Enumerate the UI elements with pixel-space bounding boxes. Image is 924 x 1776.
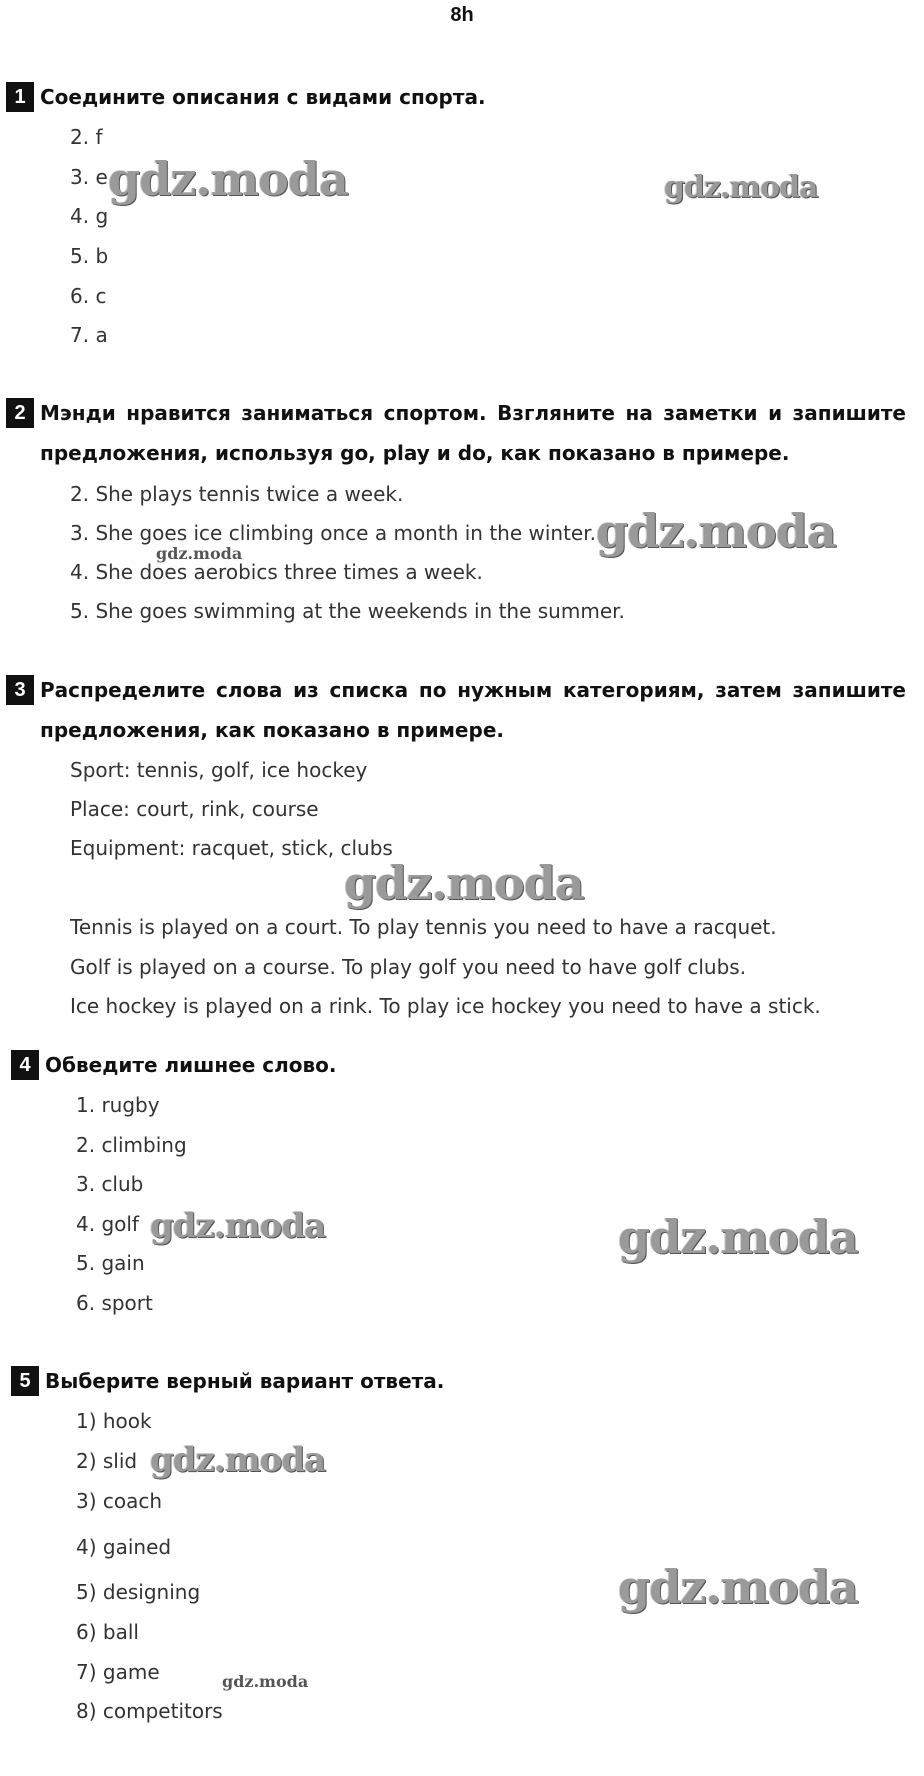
task-instruction: Обведите лишнее слово. [45, 1053, 337, 1077]
watermark-logo: gdz.moda [150, 1440, 326, 1480]
answer-item: 3. e [70, 165, 108, 189]
task-number-badge: 1 [6, 82, 34, 112]
watermark-logo: gdz.moda [664, 170, 818, 205]
answer-item: 6. c [70, 284, 107, 308]
sentence-line: Ice hockey is played on a rink. To play ice hockey you need to have a stick. [70, 994, 821, 1018]
answer-item: 2. She plays tennis twice a week. [70, 482, 404, 506]
sentence-line: Tennis is played on a court. To play tennis you need to have a racquet. [70, 915, 777, 939]
answer-item: 4. g [70, 204, 109, 228]
task-instruction: Выберите верный вариант ответа. [45, 1369, 445, 1393]
watermark-logo: gdz.moda [156, 544, 243, 563]
answer-item: 6. sport [76, 1291, 153, 1315]
answer-item: 4. She does aerobics three times a week. [70, 560, 483, 584]
answer-item: 2. climbing [76, 1133, 187, 1157]
answer-item: 5) designing [76, 1580, 201, 1604]
sentence-line: Golf is played on a course. To play golf you need to have golf clubs. [70, 955, 747, 979]
task-number-badge: 2 [6, 398, 34, 428]
task-instruction: Мэнди нравится заниматься спортом. Взгляните на заметки и запишите предложения, используя go, play и do, как показано в примере. [40, 401, 906, 465]
task-1-header [6, 82, 486, 117]
answer-item: 1. rugby [76, 1093, 160, 1117]
watermark-logo: gdz.moda [108, 152, 348, 206]
answer-item: 8) competitors [76, 1699, 223, 1723]
task-instruction: Распределите слова из списка по нужным категориям, затем запишите предложения, как показано в примере. [40, 678, 906, 742]
task-instruction: Соедините описания с видами спорта. [40, 85, 486, 109]
watermark-logo: gdz.moda [618, 1560, 858, 1614]
answer-item: 7) game [76, 1660, 160, 1684]
page-title: 8h [450, 4, 474, 26]
task-number-badge: 3 [6, 675, 34, 705]
task-number-badge: 5 [11, 1366, 39, 1396]
watermark-logo: gdz.moda [596, 504, 836, 558]
watermark-logo: gdz.moda [150, 1206, 326, 1246]
task-number-badge: 4 [11, 1050, 39, 1080]
task-3-header [6, 675, 906, 750]
category-line: Sport: tennis, golf, ice hockey [70, 758, 368, 782]
answer-item: 3. club [76, 1172, 144, 1196]
task-5-header [11, 1366, 444, 1401]
category-line: Place: court, rink, course [70, 797, 319, 821]
watermark-logo: gdz.moda [618, 1210, 858, 1264]
answer-item: 2. f [70, 125, 103, 149]
answer-item: 5. gain [76, 1251, 145, 1275]
category-line: Equipment: racquet, stick, clubs [70, 836, 393, 860]
answer-item: 4. golf [76, 1212, 139, 1236]
answer-item: 6) ball [76, 1620, 139, 1644]
task-2-header [6, 398, 906, 473]
answer-item: 5. She goes swimming at the weekends in the summer. [70, 599, 625, 623]
task-4-header [11, 1050, 337, 1085]
answer-item: 3) coach [76, 1489, 163, 1513]
answer-item: 1) hook [76, 1409, 152, 1433]
answer-item: 7. a [70, 323, 108, 347]
watermark-logo: gdz.moda [222, 1672, 309, 1691]
answer-item: 2) slid [76, 1449, 138, 1473]
answer-item: 5. b [70, 244, 109, 268]
answer-item: 3. She goes ice climbing once a month in the winter. [70, 521, 596, 545]
answer-item: 4) gained [76, 1535, 172, 1559]
watermark-logo: gdz.moda [344, 856, 584, 910]
